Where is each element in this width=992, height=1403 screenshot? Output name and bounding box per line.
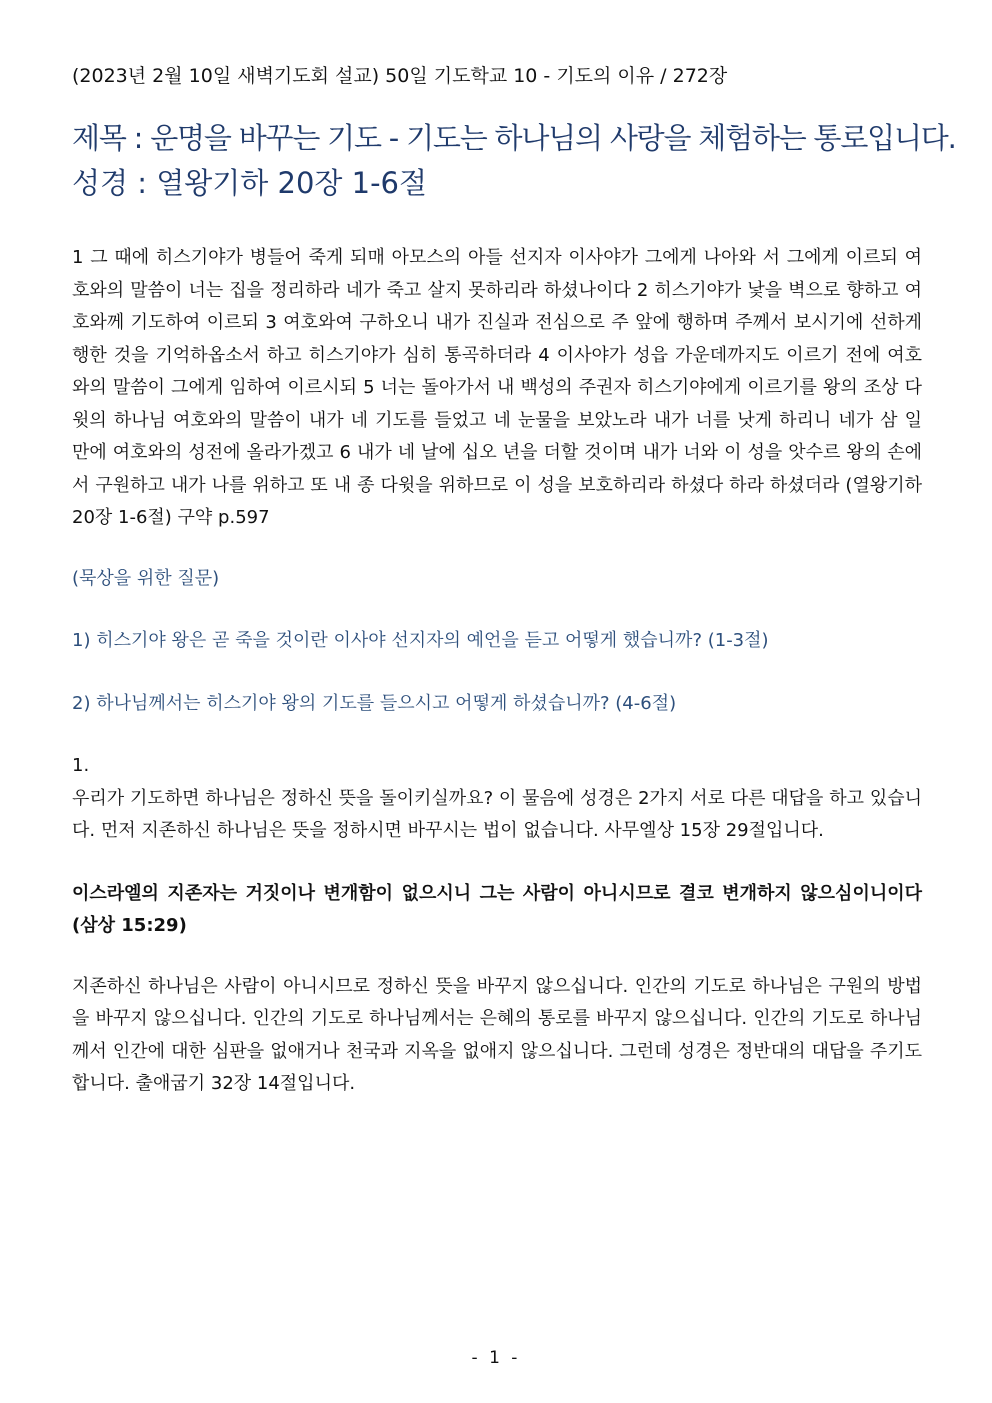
sermon-header: (2023년 2월 10일 새벽기도회 설교) 50일 기도학교 10 - 기도의 이유 / 272장 [72,65,728,87]
body-paragraph-1: 우리가 기도하면 하나님은 정하신 뜻을 돌이키실까요? 이 물음에 성경은 2가지 서로 다른 대답을 하고 있습니다. 먼저 지존하신 하나님은 뜻을 정하시면 바꾸시는 법이 없습니다. 사무엘상 15장 29절입니다. [72,787,922,841]
page-number: - 1 - [471,1348,521,1368]
section-number: 1. [72,755,90,776]
scripture-passage: 1 그 때에 히스기야가 병들어 죽게 되매 아모스의 아들 선지자 이사야가 그에게 나아와 서 그에게 이르되 여호와의 말씀이 너는 집을 정리하라 네가 죽고 살지 못하리라 하셨나이다 2 히스기야가 낯을 벽으로 향하고 여호와께 기도하여 이르되 3 여호와여 구하오니 내가 진실과 전심으로 주 앞에 행하며 주께서 보시기에 선하게 행한 것을 기억하옵소서 하고 히스기야가 심히 통곡하더라 4 이사야가 성읍 가운데까지도 이르기 전에 여호와의 말씀이 그에게 임하여 이르시되 5 너는 돌아가서 내 백성의 주권자 히스기야에게 이르기를 왕의 조상 다윗의 하나님 여호와의 말씀이 내가 네 기도를 들었고 네 눈물을 보았노라 내가 너를 낫게 하리니 네가 삼 일 만에 여호와의 성전에 올라가겠고 6 내가 네 날에 십오 년을 더할 것이며 내가 너와 이 성을 앗수르 왕의 손에서 구원하고 내가 나를 위하고 또 내 종 다윗을 위하므로 이 성을 보호하리라 하셨다 하라 하셨더라 (열왕기하 20장 1-6절) 구약 p.597 [72,247,922,528]
meditation-heading: (묵상을 위한 질문) [72,567,220,589]
body-paragraph-2: 지존하신 하나님은 사람이 아니시므로 정하신 뜻을 바꾸지 않으십니다. 인간의 기도로 하나님은 구원의 방법을 바꾸지 않으십니다. 인간의 기도로 하나님께서는 은혜의 통로를 바꾸지 않으십니다. 인간의 기도로 하나님께서 인간에 대한 심판을 없애거나 천국과 지옥을 없애지 않으십니다. 그런데 성경은 정반대의 대답을 주기도 합니다. 출애굽기 32장 14절입니다. [72,975,922,1094]
meditation-question-2: 2) 하나님께서는 히스기야 왕의 기도를 들으시고 어떻게 하셨습니까? (4-6절) [72,692,677,714]
meditation-question-1: 1) 히스기야 왕은 곧 죽을 것이란 이사야 선지자의 예언을 듣고 어떻게 했습니까? (1-3절) [72,630,769,651]
document-page [72,62,956,1101]
scripture-quote: 이스라엘의 지존자는 거짓이나 변개함이 없으시니 그는 사람이 아니시므로 결코 변개하지 않으심이니이다 (삼상 15:29) [72,882,922,936]
scripture-reference: 성경 : 열왕기하 20장 1-6절 [72,166,428,200]
sermon-title: 제목 : 운명을 바꾸는 기도 - 기도는 하나님의 사랑을 체험하는 통로입니다. [72,121,956,155]
